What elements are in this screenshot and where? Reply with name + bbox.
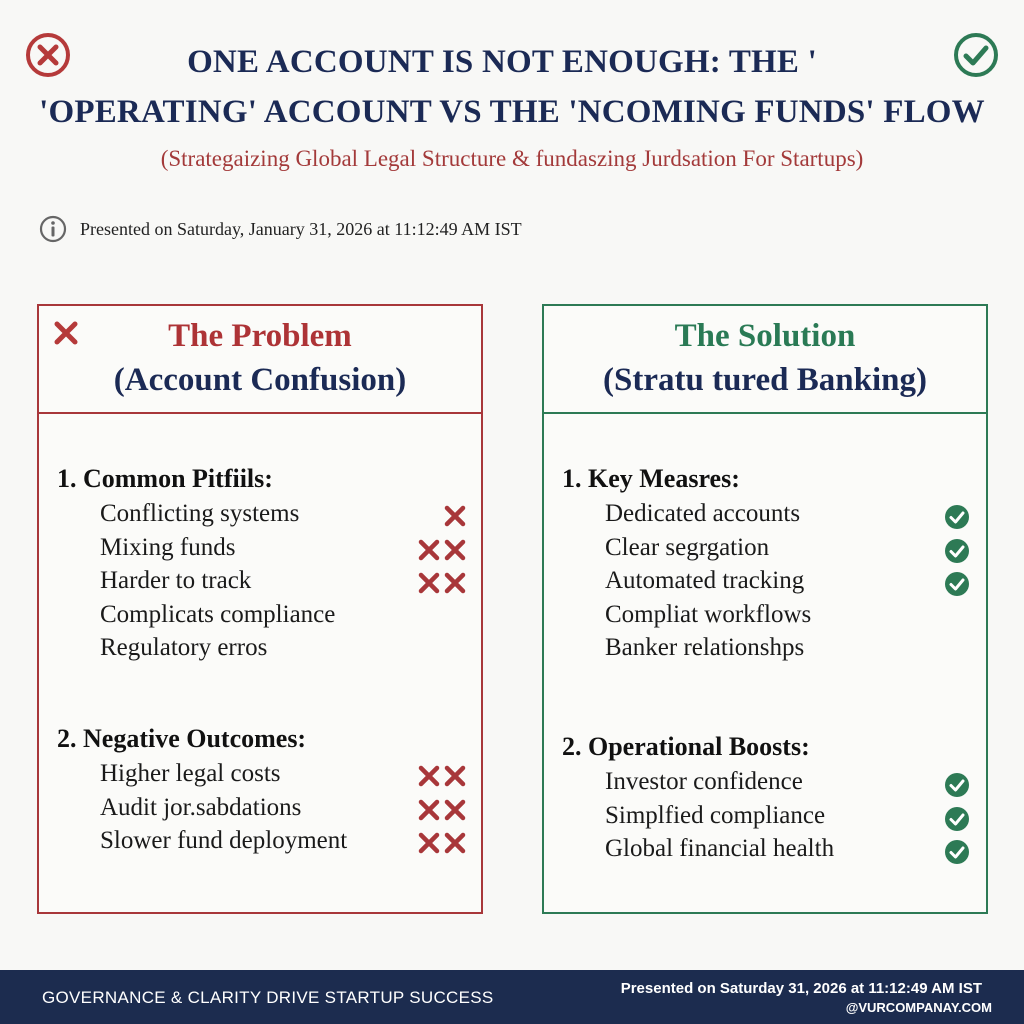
check-circle-icon <box>944 538 970 564</box>
problem-item-marks <box>417 764 467 788</box>
problem-section-heading: 1. Common Pitfiils: <box>57 464 273 493</box>
problem-item-marks <box>417 831 467 855</box>
check-circle-icon <box>944 839 970 865</box>
solution-list-item: Simplfied compliance <box>605 801 826 829</box>
problem-list-item: Audit jor.sabdations <box>100 793 302 821</box>
solution-list-item: Dedicated accounts <box>605 500 801 527</box>
solution-list-item: Investor confidence <box>605 768 803 795</box>
solution-title: The Solution <box>674 318 856 354</box>
x-mark-icon <box>443 831 467 855</box>
problem-panel-header <box>39 306 481 414</box>
solution-list-item: Clear segrgation <box>605 533 770 561</box>
info-icon <box>38 214 68 244</box>
solution-list-item: Automated tracking <box>605 567 805 594</box>
footer-bar <box>0 970 1024 1024</box>
solution-list-item: Compliat workflows <box>605 600 812 628</box>
solution-subtitle: (Stratu tured Banking) <box>603 362 927 398</box>
solution-section-heading: 2. Operational Boosts: <box>562 732 810 761</box>
check-circle-icon <box>944 571 970 597</box>
presented-info <box>38 214 522 244</box>
solution-item-marks <box>944 839 970 865</box>
footer-presented: Presented on Saturday 31, 2026 at 11:12:49 AM IST <box>620 980 982 997</box>
solution-section-heading: 1. Key Measres: <box>562 464 740 493</box>
solution-list-item: Global financial health <box>605 835 835 862</box>
page-title-line-1: ONE ACCOUNT IS NOT ENOUGH: THE ' <box>187 44 817 80</box>
solution-panel <box>542 304 988 914</box>
page-title-line-2: 'OPERATING' ACCOUNT VS THE 'NCOMING FUNDS' FLOW <box>39 94 985 130</box>
x-mark-icon <box>417 764 441 788</box>
solution-item-marks <box>944 772 970 798</box>
problem-list-item: Slower fund deployment <box>100 827 348 854</box>
x-mark-icon <box>443 538 467 562</box>
footer-handle: @VURCOMPANAY.COM <box>845 1000 992 1015</box>
problem-list-item: Conflicting systems <box>100 500 300 527</box>
problem-list-item: Mixing funds <box>100 533 236 561</box>
problem-list-item: Regulatory erros <box>100 634 268 661</box>
solution-list-item: Banker relationshps <box>605 634 805 661</box>
problem-title: The Problem <box>168 318 352 354</box>
solution-item-marks <box>944 806 970 832</box>
check-circle-icon <box>944 772 970 798</box>
presented-text: Presented on Saturday, January 31, 2026 at 11:12:49 AM IST <box>80 218 522 239</box>
solution-item-marks <box>944 571 970 597</box>
problem-section-heading: 2. Negative Outcomes: <box>57 724 307 753</box>
x-mark-icon <box>417 571 441 595</box>
problem-subtitle: (Account Confusion) <box>113 362 407 398</box>
problem-item-marks <box>417 798 467 822</box>
problem-list-item: Higher legal costs <box>100 760 281 787</box>
x-mark-icon <box>443 571 467 595</box>
footer-tagline: GOVERNANCE & CLARITY DRIVE STARTUP SUCCESS <box>42 988 494 1007</box>
x-mark-icon <box>417 798 441 822</box>
solution-item-marks <box>944 504 970 530</box>
problem-panel <box>37 304 483 914</box>
problem-list-item: Harder to track <box>100 567 252 594</box>
check-circle-icon <box>944 504 970 530</box>
check-circle-icon <box>944 806 970 832</box>
problem-item-marks <box>417 538 467 562</box>
x-mark-icon <box>417 538 441 562</box>
problem-list-item: Complicats compliance <box>100 600 336 628</box>
problem-item-marks <box>443 504 467 528</box>
problem-item-marks <box>417 571 467 595</box>
x-mark-icon <box>443 798 467 822</box>
x-mark-icon <box>417 831 441 855</box>
solution-item-marks <box>944 538 970 564</box>
x-mark-icon <box>443 504 467 528</box>
page-subtitle: (Strategaizing Global Legal Structure & fundaszing Jurdsation For Startups) <box>160 146 864 171</box>
solution-panel-header <box>544 306 986 414</box>
x-mark-icon <box>443 764 467 788</box>
